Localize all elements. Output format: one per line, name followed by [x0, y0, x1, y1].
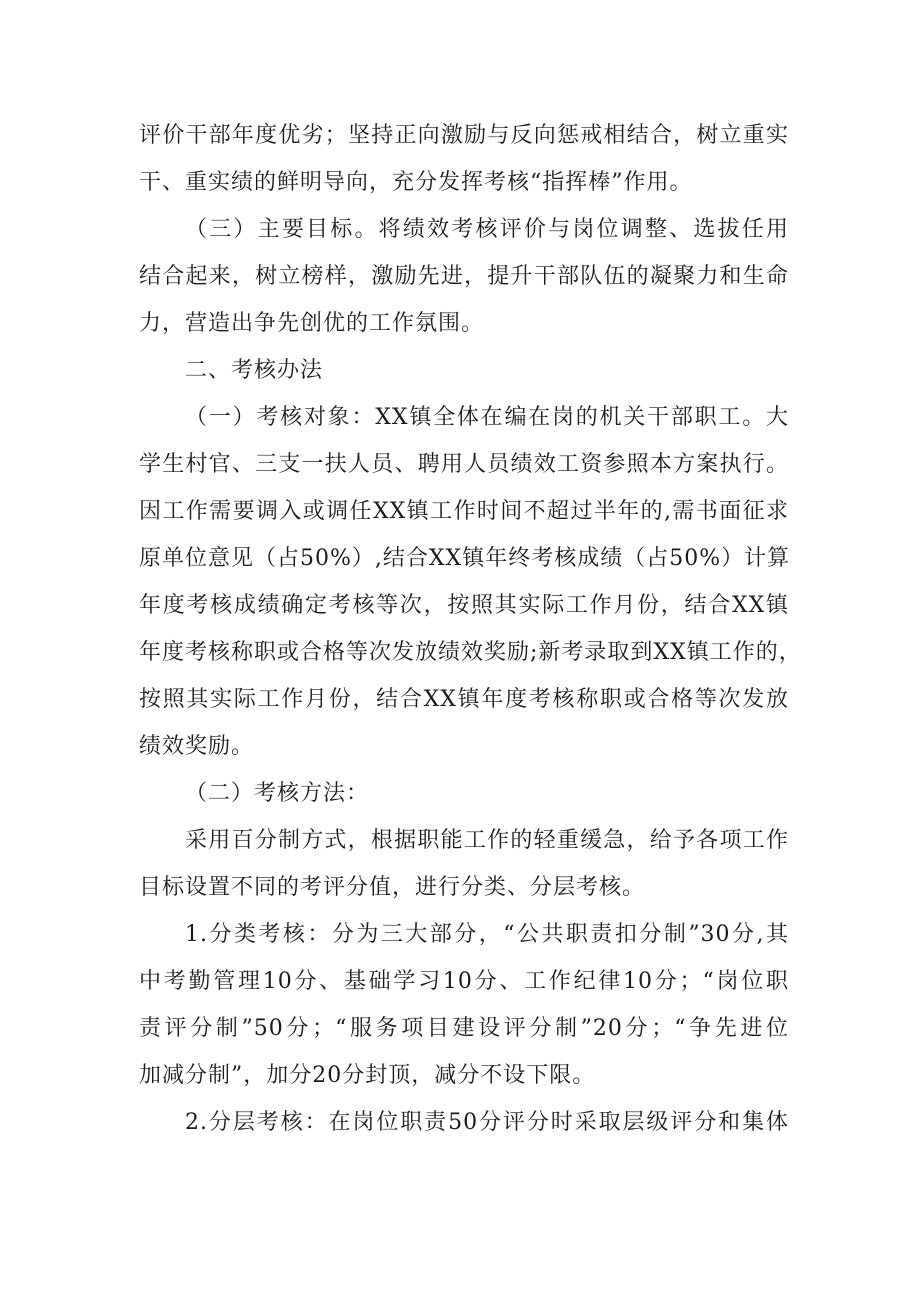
text-line: （三）主要目标。将绩效考核评价与岗位调整、选拔任用 [185, 217, 789, 242]
section-heading: 二、考核办法 [185, 358, 324, 383]
document-body [139, 112, 802, 1146]
text-line: 原单位意见（占50%）,结合XX镇年终考核成绩（占50%）计算 [139, 546, 791, 571]
text-line: 责评分制”50分；“服务项目建设评分制”20分；“争先进位 [139, 1016, 789, 1041]
text-line: 年度考核称职或合格等次发放绩效奖励;新考录取到XX镇工作的， [139, 640, 802, 665]
text-line: 年度考核成绩确定考核等次，按照其实际工作月份，结合XX镇 [139, 593, 789, 618]
text-line: 因工作需要调入或调任XX镇工作时间不超过半年的,需书面征求 [139, 499, 789, 524]
text-line: 干、重实绩的鲜明导向，充分发挥考核“指挥棒”作用。 [139, 170, 693, 195]
text-line: 结合起来，树立榜样，激励先进，提升干部队伍的凝聚力和生命 [139, 264, 789, 289]
text-line: 评价干部年度优劣；坚持正向激励与反向惩戒相结合，树立重实 [139, 123, 789, 148]
text-line: 加减分制”，加分20分封顶，减分不设下限。 [139, 1063, 596, 1088]
text-line: 采用百分制方式，根据职能工作的轻重缓急，给予各项工作 [185, 828, 789, 853]
text-line: 目标设置不同的考评分值，进行分类、分层考核。 [139, 875, 646, 900]
text-line: 力，营造出争先创优的工作氛围。 [139, 311, 485, 336]
text-line: 1.分类考核：分为三大部分，“公共职责扣分制”30分,其 [185, 922, 789, 947]
text-line: 绩效奖励。 [139, 734, 255, 759]
text-line: 2.分层考核：在岗位职责50分评分时采取层级评分和集体 [185, 1110, 789, 1135]
text-line: （一）考核对象：XX镇全体在编在岗的机关干部职工。大 [185, 405, 789, 430]
text-line: 学生村官、三支一扶人员、聘用人员绩效工资参照本方案执行。 [139, 452, 789, 477]
text-line: 按照其实际工作月份，结合XX镇年度考核称职或合格等次发放 [139, 687, 789, 712]
text-line: 中考勤管理10分、基础学习10分、工作纪律10分；“岗位职 [139, 969, 789, 994]
subsection-heading: （二）考核方法： [185, 781, 370, 806]
